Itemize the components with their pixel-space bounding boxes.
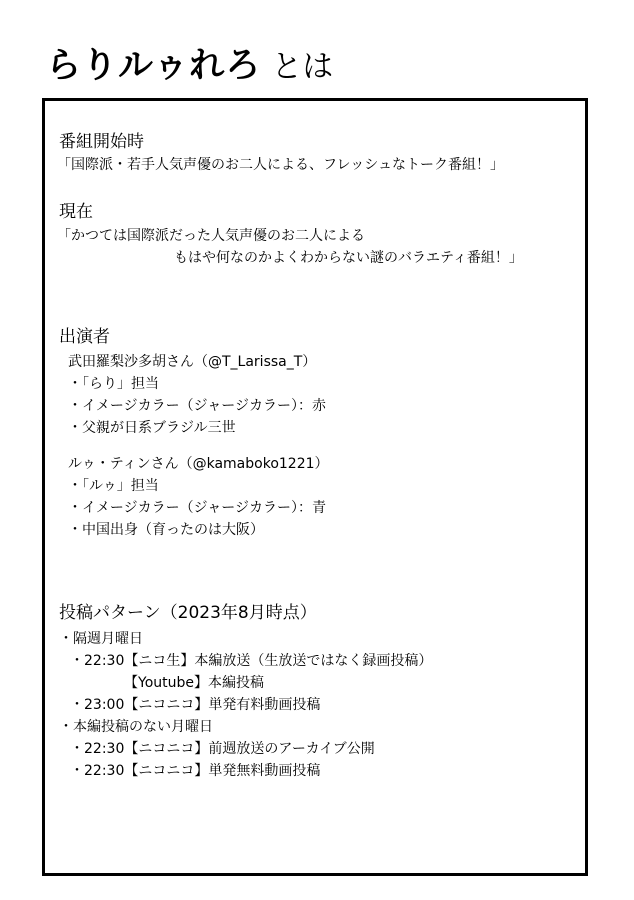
current-description-line1: 「かつては国際派だった人気声優のお二人による	[57, 228, 365, 244]
current-heading: 現在	[59, 202, 93, 222]
cast-member-color: ・イメージカラー（ジャージカラー）：赤	[68, 398, 327, 414]
schedule-heading: 投稿パターン（2023年8月時点）	[59, 603, 317, 623]
page-title	[46, 38, 334, 86]
cast-heading: 出演者	[59, 327, 110, 347]
schedule-item: ・22:30【ニコ生】本編放送（生放送ではなく録画投稿）	[70, 653, 433, 669]
schedule-item: ・22:30【ニコニコ】単発無料動画投稿	[70, 763, 321, 779]
schedule-item: ・22:30【ニコニコ】前週放送のアーカイブ公開	[70, 741, 375, 757]
cast-member-name: 武田羅梨沙多胡さん（@T_Larissa_T）	[68, 354, 317, 370]
cast-member-note: ・中国出身（育ったのは大阪）	[68, 522, 264, 538]
cast-member-note: ・父親が日系ブラジル三世	[68, 420, 236, 436]
schedule-day: ・本編投稿のない月曜日	[59, 719, 213, 735]
schedule-day: ・隔週月曜日	[59, 631, 143, 647]
cast-member-color: ・イメージカラー（ジャージカラー）：青	[68, 500, 327, 516]
schedule-item: ・23:00【ニコニコ】単発有料動画投稿	[70, 697, 321, 713]
show-logo: らりルゥれろ	[46, 46, 262, 86]
cast-member-role: ・「ルゥ」担当	[68, 478, 159, 494]
title-suffix: とは	[271, 49, 334, 85]
start-description: 「国際派・若手人気声優のお二人による、フレッシュなトーク番組！」	[57, 157, 505, 173]
cast-member-role: ・「らり」担当	[68, 376, 159, 392]
start-heading: 番組開始時	[59, 132, 144, 152]
current-description-line2: もはや何なのかよくわからない謎のバラエティ番組！」	[174, 250, 523, 266]
cast-member-name: ルゥ・ティンさん（@kamaboko1221）	[68, 456, 329, 472]
schedule-item: 【Youtube】本編投稿	[124, 675, 264, 691]
